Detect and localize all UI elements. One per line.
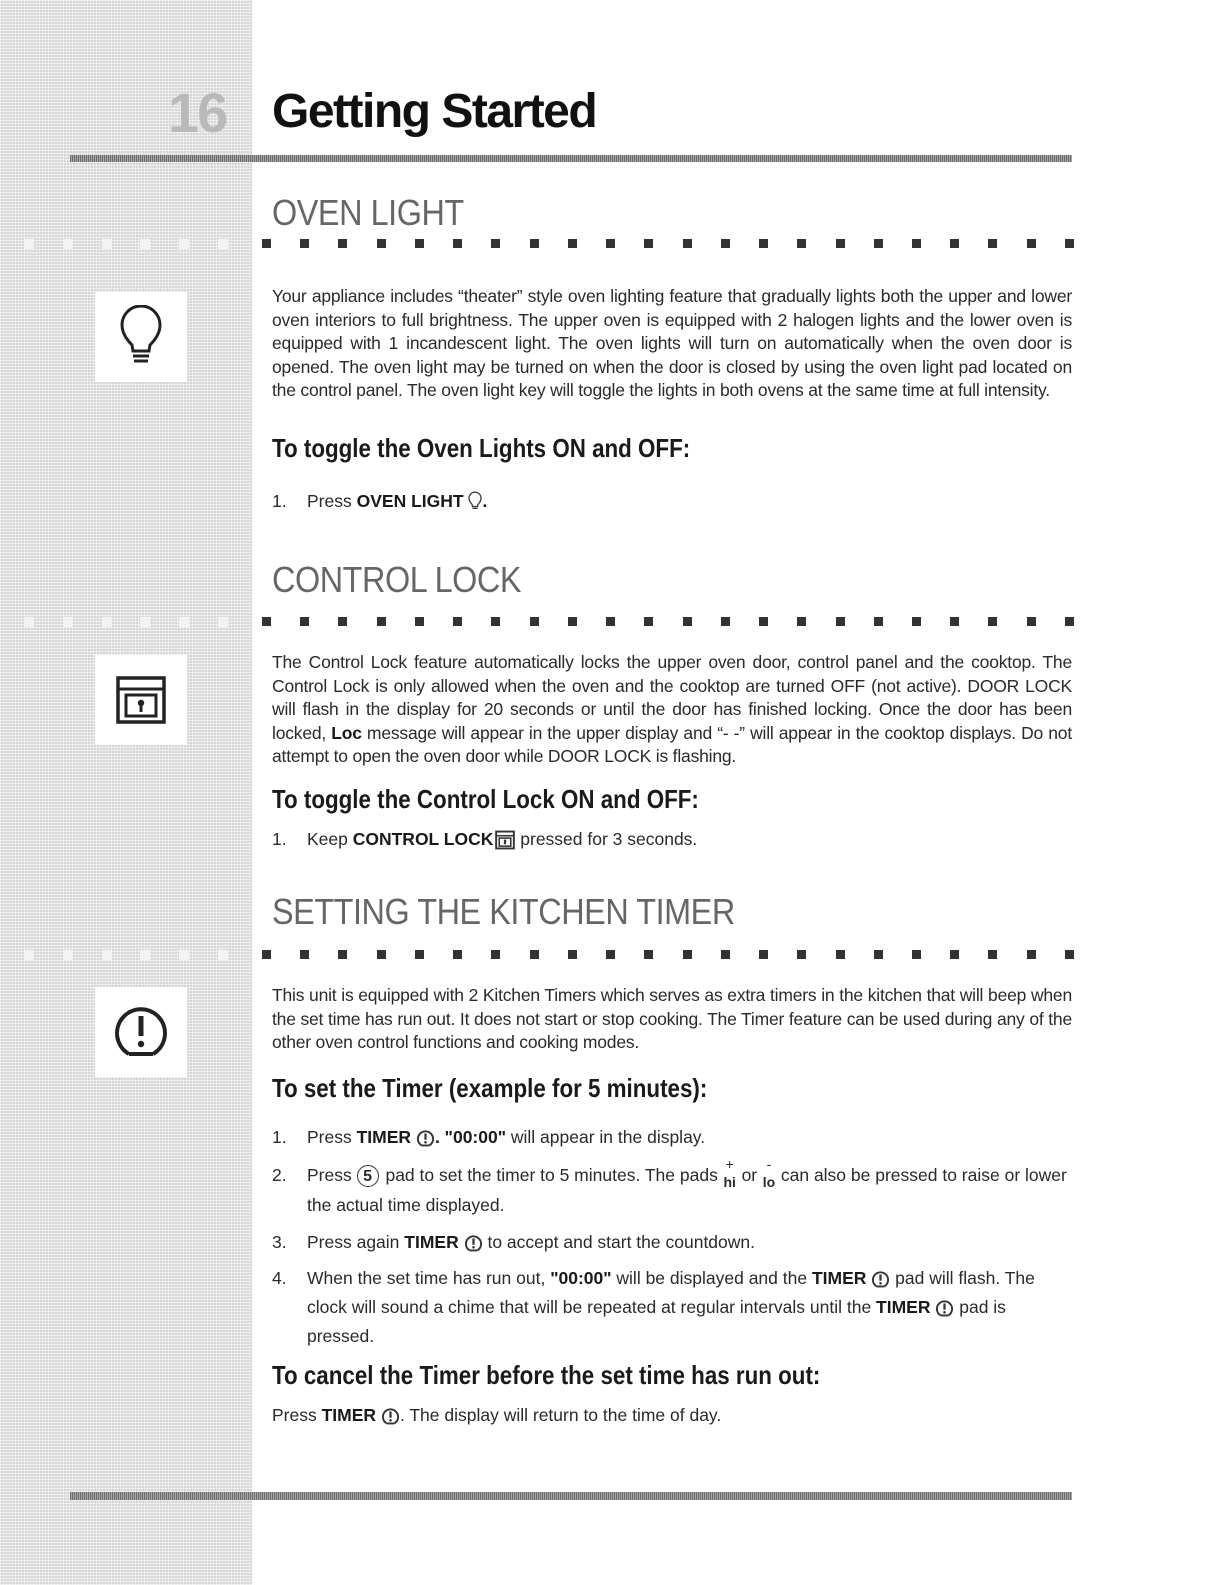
digit-5-pad-icon: 5 [357,1165,379,1187]
section-dot-divider [262,239,1074,249]
lock-icon [495,830,515,850]
divider-dot [1027,239,1036,248]
divider-dot [338,950,347,959]
timer-icon [111,1002,171,1062]
divider-dot [950,617,959,626]
control-lock-paragraph [272,651,1072,769]
divider-dot [262,950,271,959]
step-number: 4. [272,1268,287,1288]
step-text: pad to set the timer to 5 minutes. The pads [380,1165,723,1185]
chapter-title: Getting Started [272,85,597,138]
lo-pad [762,1156,776,1191]
step-text: pad will flash. The clock will sound a chime that will be repeated at regular intervals until the [307,1268,1035,1317]
divider-dot [1065,950,1074,959]
divider-dot [1027,617,1036,626]
step-text: Press [272,1405,322,1425]
timer-icon [935,1299,954,1318]
timer-step-1 [272,1123,1072,1152]
paragraph-text: message will appear in the upper display and “- -” will appear in the cooktop displays. Do not attempt to open the oven door while DOOR LOCK is flashing. [272,722,1072,766]
divider-dot [1065,239,1074,248]
timer-step-2 [272,1156,1072,1220]
sidebar-dot-row [0,239,252,251]
divider-dot [721,239,730,248]
divider-dot [415,950,424,959]
divider-dot [262,239,271,248]
divider-dot [644,617,653,626]
step-text: Press again [307,1232,405,1252]
divider-dot [262,617,271,626]
display-value: "00:00" [550,1268,612,1288]
step-text: Press [307,1127,357,1147]
kitchen-timer-icon-box [95,987,187,1077]
key-name-timer: TIMER [404,1232,459,1252]
step-number: 1. [272,491,287,511]
divider-dot [759,950,768,959]
step-text: . The display will return to the time of day. [399,1405,722,1425]
lo-label: lo [762,1174,776,1190]
step-text: or [736,1165,762,1185]
divider-dot [338,617,347,626]
minus-sign: - [766,1156,772,1172]
oven-light-icon-box [95,292,187,382]
step-text: to accept and start the countdown. [482,1232,756,1252]
step-text: Press [307,491,357,511]
divider-dot [797,617,806,626]
timer-icon [416,1129,435,1148]
divider-dot [797,239,806,248]
timer-icon [871,1270,890,1289]
key-name-timer: TIMER [811,1268,867,1288]
key-name-timer: TIMER [356,1127,412,1147]
timer-step-4 [272,1264,1072,1351]
divider-dot [912,617,921,626]
divider-dot [874,617,883,626]
oven-light-paragraph: Your appliance includes “theater” style oven lighting feature that gradually lights both the upper and lower oven interiors to full brightness. The upper oven is equipped with 2 halogen lights and the lower oven is equipped with 1 incandescent light. The oven lights will turn on automatically when the oven door is opened. The oven light may be turned on when the door is closed by using the oven light pad located on the control panel. The oven light key will toggle the lights in both ovens at the same time at full intensity. [272,286,1072,400]
divider-dot [530,617,539,626]
control-lock-step-1 [272,825,1072,854]
divider-dot [644,239,653,248]
timer-icon [464,1234,483,1253]
step-number: 1. [272,829,287,849]
divider-dot [988,239,997,248]
divider-dot [300,617,309,626]
timer-step-3 [272,1228,1072,1257]
step-number: 2. [272,1165,287,1185]
divider-dot [721,950,730,959]
divider-dot [988,950,997,959]
control-lock-subhead: To toggle the Control Lock ON and OFF: [272,784,699,814]
divider-dot [836,617,845,626]
section-dot-divider [262,617,1074,627]
divider-dot [377,239,386,248]
step-text: . [434,1127,445,1147]
key-name-timer: TIMER [321,1405,377,1425]
footer-rule [70,1492,1072,1500]
timer-set-subhead: To set the Timer (example for 5 minutes): [272,1073,708,1103]
step-suffix: . [482,491,488,511]
divider-dot [377,617,386,626]
hi-pad [723,1156,737,1191]
paragraph-text: The Control Lock feature automatically locks the upper oven door, control panel and the cooktop. The Control Lock is only allowed when the oven and the cooktop are turned OFF (not active). DOOR LOCK will flash in the display for 20 seconds or until the door has finished locking. Once the door has been locked, [272,652,1072,743]
step-text: Press [307,1165,357,1185]
divider-dot [988,617,997,626]
step-text: Keep [307,829,353,849]
divider-dot [491,950,500,959]
divider-dot [568,950,577,959]
divider-dot [415,617,424,626]
kitchen-timer-paragraph: This unit is equipped with 2 Kitchen Timers which serves as extra timers in the kitchen that will beep when the set time has run out. It does not start or stop cooking. The Timer feature can be used during any of the other oven control functions and cooking modes. [272,985,1072,1052]
divider-dot [683,950,692,959]
divider-dot [338,239,347,248]
divider-dot [491,239,500,248]
control-lock-icon-box [95,655,187,745]
step-text: pad is pressed. [307,1297,1006,1346]
display-value: "00:00" [444,1127,507,1147]
lock-icon [115,674,167,726]
header-rule [70,155,1072,162]
divider-dot [950,239,959,248]
divider-dot [530,950,539,959]
timer-icon [381,1407,400,1426]
key-name-timer: TIMER [876,1297,931,1317]
light-bulb-icon [468,491,482,513]
step-number: 1. [272,1127,287,1147]
section-title-kitchen-timer: SETTING THE KITCHEN TIMER [272,891,735,932]
divider-dot [1027,950,1036,959]
key-name-control-lock: CONTROL LOCK [352,829,494,849]
step-text: can also be pressed to raise or lower the actual time displayed. [307,1165,1067,1215]
divider-dot [606,239,615,248]
divider-dot [1065,617,1074,626]
oven-light-step-1 [272,487,1072,516]
divider-dot [759,617,768,626]
divider-dot [912,239,921,248]
key-name-oven-light: OVEN LIGHT [356,491,464,511]
loc-message: Loc [331,722,362,743]
section-title-control-lock: CONTROL LOCK [272,559,522,600]
sidebar-band [0,0,252,1585]
oven-light-subhead: To toggle the Oven Lights ON and OFF: [272,433,691,463]
divider-dot [836,239,845,248]
divider-dot [950,950,959,959]
divider-dot [721,617,730,626]
hi-label: hi [723,1174,736,1190]
light-bulb-icon [119,305,163,369]
section-title-oven-light: OVEN LIGHT [272,192,464,233]
timer-cancel-subhead: To cancel the Timer before the set time has run out: [272,1360,821,1390]
divider-dot [453,950,462,959]
divider-dot [874,239,883,248]
sidebar-dot-row [0,950,252,962]
divider-dot [530,239,539,248]
divider-dot [491,617,500,626]
section-dot-divider [262,950,1074,960]
divider-dot [874,950,883,959]
timer-cancel-instruction [272,1401,1072,1430]
divider-dot [300,950,309,959]
divider-dot [568,239,577,248]
divider-dot [759,239,768,248]
divider-dot [683,617,692,626]
divider-dot [568,617,577,626]
page-number: 16 [168,81,227,144]
divider-dot [377,950,386,959]
divider-dot [453,239,462,248]
sidebar-dot-row [0,617,252,629]
divider-dot [683,239,692,248]
divider-dot [606,617,615,626]
divider-dot [453,617,462,626]
divider-dot [606,950,615,959]
step-text: will appear in the display. [506,1127,706,1147]
step-text: will be displayed and the [611,1268,812,1288]
divider-dot [836,950,845,959]
step-text: pressed for 3 seconds. [515,829,698,849]
plus-sign: + [725,1156,734,1172]
divider-dot [300,239,309,248]
step-number: 3. [272,1232,287,1252]
divider-dot [912,950,921,959]
divider-dot [797,950,806,959]
divider-dot [415,239,424,248]
divider-dot [644,950,653,959]
step-text: When the set time has run out, [307,1268,551,1288]
